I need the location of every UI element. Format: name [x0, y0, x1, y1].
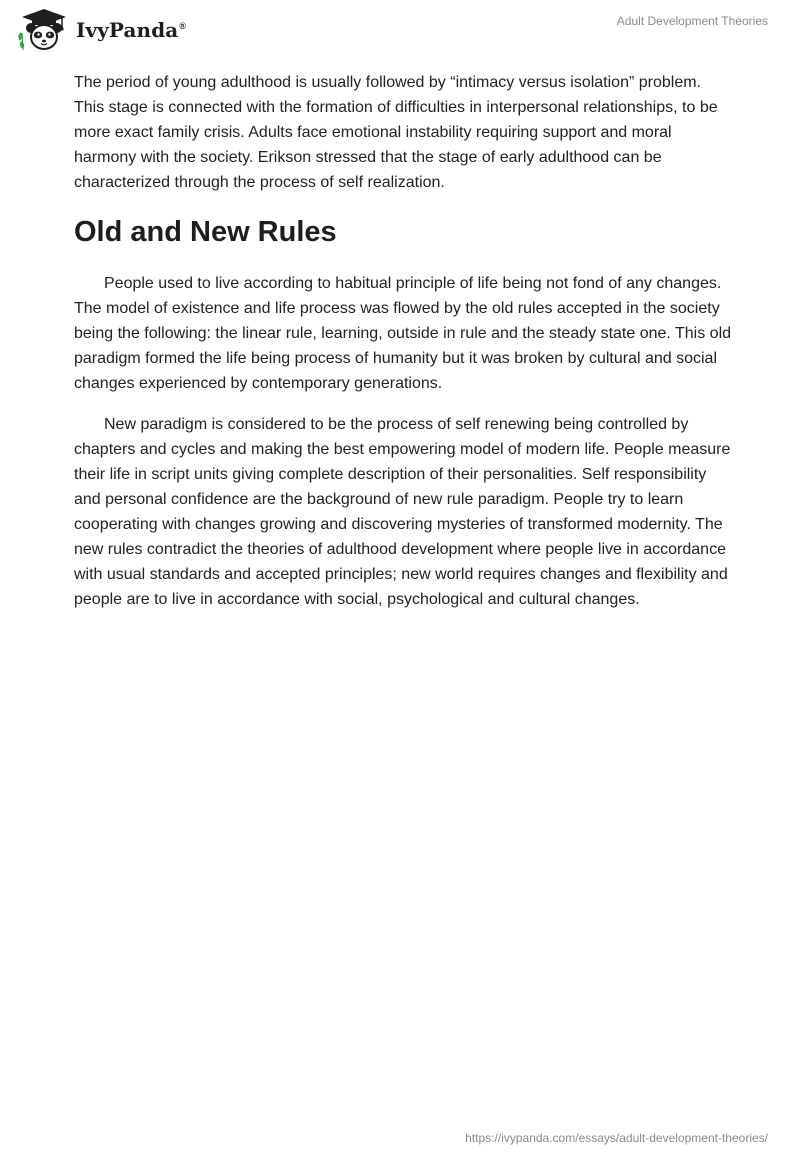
ivypanda-logo[interactable]	[14, 8, 186, 52]
body-paragraph: People used to live according to habitual principle of life being not fond of any changes. The model of existence and life process was flowed by the old rules accepted in the society being the following: the linear rule, learning, outside in rule and the steady state one. This old paradigm formed the life being process of humanity but it was broken by cultural and social changes experienced by contemporary generations.	[74, 275, 732, 392]
document-title: Adult Development Theories	[616, 14, 768, 28]
body-paragraph: New paradigm is considered to be the process of self renewing being controlled by chapters and cycles and making the best empowering model of modern life. People measure their life in script units giving complete description of their personalities. Self responsibility and personal confidence are the background of new rule paradigm. People try to learn cooperating with changes growing and discovering mysteries of transformed modernity. The new rules contradict the theories of adulthood development where people live in accordance with usual standards and accepted principles; new world requires changes and flexibility and people are to live in accordance with social, psychological and cultural changes.	[74, 416, 731, 608]
registered-mark: ®	[179, 21, 187, 32]
brand-name	[76, 18, 186, 42]
panda-graduate-icon	[14, 8, 74, 52]
page-header	[0, 0, 800, 60]
source-url[interactable]: https://ivypanda.com/essays/adult-development-theories/	[465, 1131, 768, 1145]
intro-paragraph: The period of young adulthood is usually followed by “intimacy versus isolation” problem. This stage is connected with the formation of difficulties in interpersonal relationships, to be more exact family crisis. Adults face emotional instability requiring support and moral harmony with the society. Erikson stressed that the stage of early adulthood can be characterized through the process of self realization.	[74, 74, 718, 191]
article-body	[74, 70, 734, 628]
section-heading: Old and New Rules	[74, 216, 337, 248]
brand-text: IvyPanda	[76, 18, 179, 42]
